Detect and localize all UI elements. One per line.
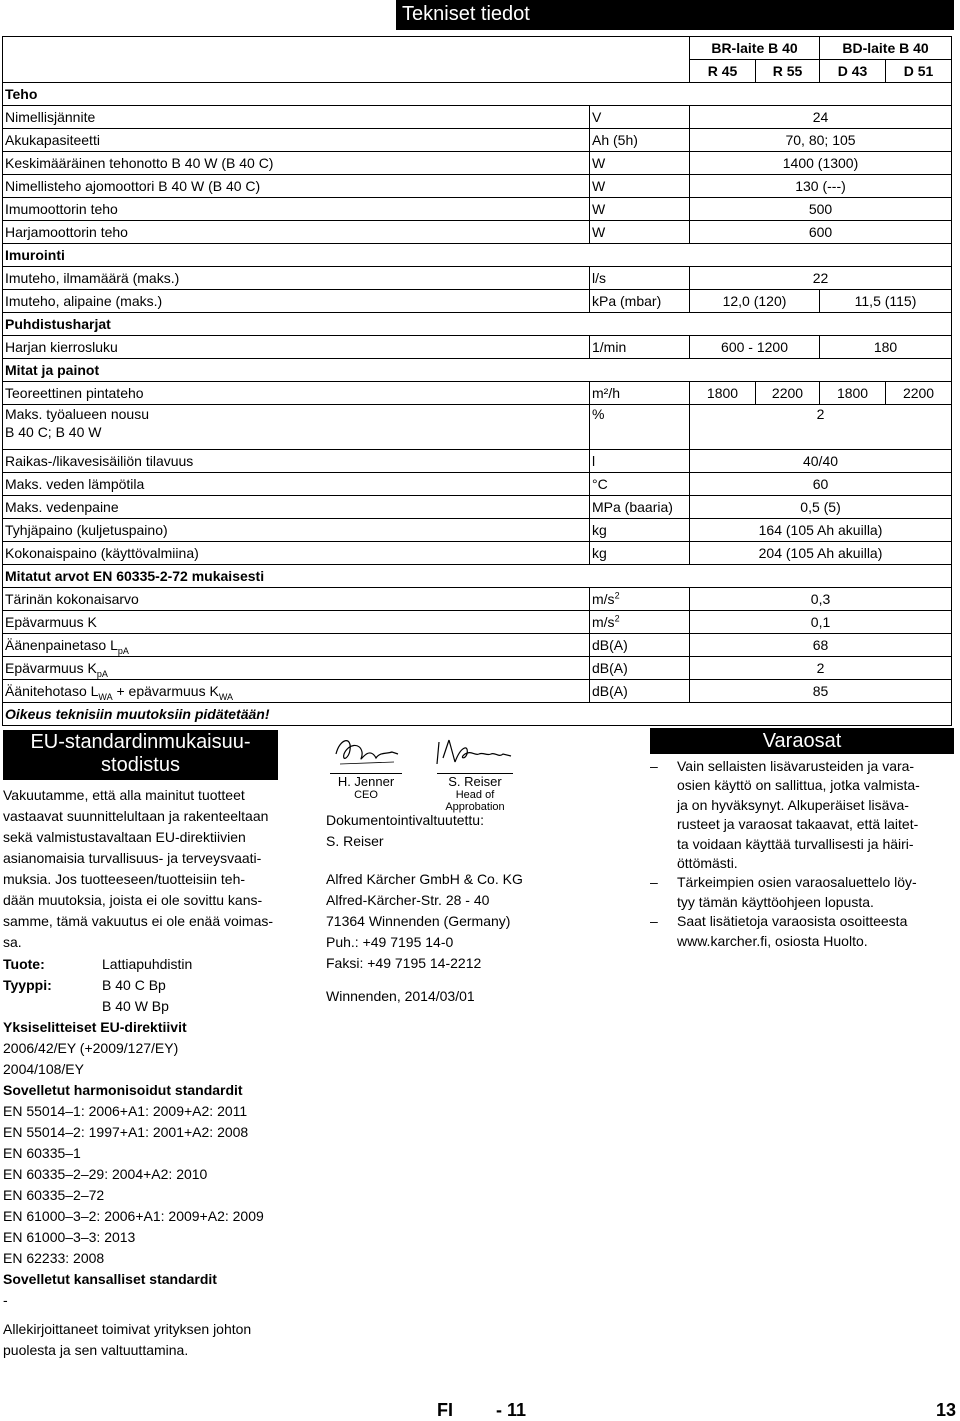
- row-unit: l: [590, 450, 690, 473]
- row-value: 40/40: [690, 450, 952, 473]
- row-value: 130 (---): [690, 175, 952, 198]
- row-value-bd: 180: [820, 336, 952, 359]
- place-date: Winnenden, 2014/03/01: [326, 988, 475, 1004]
- row-value: 24: [690, 106, 952, 129]
- eu-product: Tuote: Lattiapuhdistin: [3, 956, 193, 972]
- signature-reiser: S. Reiser Head of Approbation: [425, 732, 525, 813]
- header-model: D 51: [886, 60, 952, 83]
- standard-item: EN 62233: 2008: [3, 1250, 105, 1266]
- list-item: – Saat lisätietoja varaosista osoitteesta www.karcher.fi, osiosta Huolto.: [650, 912, 954, 951]
- table-row: [3, 244, 952, 267]
- row-unit: dB(A): [590, 657, 690, 680]
- row-label: Teoreettinen pintateho: [3, 382, 590, 405]
- header-spacer: [3, 37, 690, 83]
- table-row: [3, 175, 952, 198]
- table-row: [3, 336, 952, 359]
- header-model: R 55: [756, 60, 820, 83]
- row-unit: 1/min: [590, 336, 690, 359]
- list-item: – Tärkeimpien osien varaosaluettelo löy- tyy tämän käyttöohjeen lopusta.: [650, 873, 954, 912]
- table-row: [3, 313, 952, 336]
- table-row: [3, 198, 952, 221]
- eu-type: Tyyppi: B 40 C Bp: [3, 977, 166, 993]
- row-label: Imumoottorin teho: [3, 198, 590, 221]
- row-unit: kg: [590, 542, 690, 565]
- row-value: 500: [690, 198, 952, 221]
- directive-item: 2004/108/EY: [3, 1061, 84, 1077]
- table-row: [3, 588, 952, 611]
- address-line: Alfred-Kärcher-Str. 28 - 40: [326, 892, 490, 908]
- standard-item: EN 61000–3–2: 2006+A1: 2009+A2: 2009: [3, 1208, 264, 1224]
- header-br: BR-laite B 40: [690, 37, 820, 60]
- table-row: [3, 152, 952, 175]
- table-row: [3, 657, 952, 680]
- doc-name: S. Reiser: [326, 833, 384, 849]
- documentation-section: [326, 810, 636, 852]
- footer-lang: FI: [437, 1400, 453, 1420]
- table-row: [3, 634, 952, 657]
- row-value: 164 (105 Ah akuilla): [690, 519, 952, 542]
- table-row: [3, 565, 952, 588]
- eu-intro: [3, 785, 303, 953]
- table-row: [3, 519, 952, 542]
- eu-national-heading: Sovelletut kansalliset standardit: [3, 1271, 217, 1287]
- eu-national: -: [3, 1292, 8, 1308]
- row-value: 70, 80; 105: [690, 129, 952, 152]
- table-row: [3, 542, 952, 565]
- spare-parts-heading: Varaosat: [650, 728, 954, 754]
- row-label: Keskimääräinen tehonotto B 40 W (B 40 C): [3, 152, 590, 175]
- row-value: 85: [690, 680, 952, 703]
- table-row: [3, 473, 952, 496]
- row-unit: kg: [590, 519, 690, 542]
- eu-declaration: EU-standardinmukaisuu- stodistus Vakuutamme, että alla mainitut tuotteet vastaavat suunnittelultaan ja rakenteeltaan sekä valmistustavaltaan EU-direktiivien asianomaisia turvallisuus- ja terveysvaati- muksia. Jos tuotteeseen/tuotteisiin teh- dään muutoksia, joista ei ole sovittu kans- samme, tämä vakuutus ei ole enää voimas- sa. Tuote: Lattiapuhdistin Tyyppi: B 40 C Bp B 40 W Bp Yksiselitteiset EU-direktiivit 2006/42/EY (+2009/127/EY) 2004/108/EY Sovelletut harmonisoidut standardit EN 55014–1: 2006+A1: 2009+A2: 2011 EN 55014–2: 1997+A1: 2001+A2: 2008 EN 60335–1 EN 60335–2–29: 2004+A2: 2010 EN 60335–2–72 EN 61000–3–2: 2006+A1: 2009+A2: 2009 EN 61000–3–3: 2013 EN 62233: 2008 Sovelletut kansalliset standardit -: [3, 730, 303, 1311]
- row-value: 1800: [820, 382, 886, 405]
- row-value: 2: [690, 657, 952, 680]
- row-label: Maks. työalueen nousu B 40 C; B 40 W: [3, 405, 590, 450]
- intro-line: Vakuutamme, että alla mainitut tuotteet: [3, 787, 245, 803]
- table-row: [3, 290, 952, 313]
- eu-directives-heading: Yksiselitteiset EU-direktiivit: [3, 1019, 187, 1035]
- intro-line: asianomaisia turvallisuus- ja terveysvaati-: [3, 850, 262, 866]
- table-row: [3, 496, 952, 519]
- section-header: Imurointi: [3, 244, 952, 267]
- eu-harmonised: [3, 1101, 303, 1269]
- row-label: Nimellisjännite: [3, 106, 590, 129]
- row-label: Äänitehotaso $L_{WA}$ + epävarmuus $K_{WA}$: [3, 680, 590, 703]
- footer-page: - 11: [496, 1400, 527, 1420]
- address-line: Faksi: +49 7195 14-2212: [326, 955, 482, 971]
- row-unit: W: [590, 152, 690, 175]
- table-row: [3, 129, 952, 152]
- row-unit: kPa (mbar): [590, 290, 690, 313]
- company-address: [326, 869, 636, 974]
- row-label: Tärinän kokonaisarvo: [3, 588, 590, 611]
- title-banner: [396, 0, 954, 30]
- row-label: Kokonaispaino (käyttövalmiina): [3, 542, 590, 565]
- row-label: Harjamoottorin teho: [3, 221, 590, 244]
- row-unit: Ah (5h): [590, 129, 690, 152]
- closing-line: puolesta ja sen valtuuttamina.: [3, 1342, 189, 1358]
- standard-item: EN 60335–2–72: [3, 1187, 105, 1203]
- intro-line: samme, tämä vakuutus ei ole enää voimas-: [3, 913, 274, 929]
- table-row: [3, 703, 952, 726]
- table-row: [3, 267, 952, 290]
- section-header: Puhdistusharjat: [3, 313, 952, 336]
- table-row: [3, 680, 952, 703]
- signature-reiser-image: [425, 732, 525, 770]
- row-value: 60: [690, 473, 952, 496]
- row-value-bd: 11,5 (115): [820, 290, 952, 313]
- row-unit: MPa (baaria): [590, 496, 690, 519]
- table-row: [3, 450, 952, 473]
- signature-jenner: H. Jenner CEO: [330, 732, 402, 801]
- row-label: Maks. vedenpaine: [3, 496, 590, 519]
- page-title: Tekniset tiedot: [402, 3, 530, 25]
- table-row: [3, 611, 952, 634]
- signature-jenner-image: [330, 732, 402, 770]
- row-value: 1800: [690, 382, 756, 405]
- table-row: [3, 221, 952, 244]
- row-unit: $m/s^2$: [590, 588, 690, 611]
- intro-line: muksia. Jos tuotteeseen/tuotteisiin teh-: [3, 871, 246, 887]
- row-label: Akukapasiteetti: [3, 129, 590, 152]
- eu-closing: [3, 1319, 303, 1361]
- row-label: Nimellisteho ajomoottori B 40 W (B 40 C): [3, 175, 590, 198]
- list-item: – Vain sellaisten lisävarusteiden ja vara- osien käyttö on sallittua, jotka valmista- ja on hyväksynyt. Alkuperäiset lisäva- rusteet ja varaosat takaavat, että laitet- ta voidaan käyttää turvallisesti ja häiri- öttömästi.: [650, 757, 954, 873]
- header-bd: BD-laite B 40: [820, 37, 952, 60]
- eu-harmonised-heading: Sovelletut harmonisoidut standardit: [3, 1082, 243, 1098]
- eu-heading: EU-standardinmukaisuu- stodistus: [3, 730, 278, 780]
- doc-label: Dokumentointivaltuutettu:: [326, 812, 484, 828]
- header-model: D 43: [820, 60, 886, 83]
- table-row: [3, 83, 952, 106]
- row-unit: V: [590, 106, 690, 129]
- intro-line: sekä valmistustavaltaan EU-direktiivien: [3, 829, 246, 845]
- eu-directives: [3, 1038, 303, 1080]
- table-header-row: [3, 37, 952, 60]
- row-unit: °C: [590, 473, 690, 496]
- table-row: [3, 405, 952, 450]
- row-unit: dB(A): [590, 634, 690, 657]
- row-label: Tyhjäpaino (kuljetuspaino): [3, 519, 590, 542]
- row-value: 2200: [886, 382, 952, 405]
- row-label: Maks. veden lämpötila: [3, 473, 590, 496]
- row-value-br: 600 - 1200: [690, 336, 820, 359]
- footer-page-number: 13: [936, 1400, 957, 1420]
- closing-line: Allekirjoittaneet toimivat yrityksen johton: [3, 1321, 252, 1337]
- row-value: 2: [690, 405, 952, 450]
- address-line: Alfred Kärcher GmbH & Co. KG: [326, 871, 523, 887]
- row-unit: W: [590, 198, 690, 221]
- row-label: Raikas-/likavesisäiliön tilavuus: [3, 450, 590, 473]
- standard-item: EN 55014–2: 1997+A1: 2001+A2: 2008: [3, 1124, 249, 1140]
- row-value: 1400 (1300): [690, 152, 952, 175]
- table-row: [3, 382, 952, 405]
- note: Oikeus teknisiin muutoksiin pidätetään!: [3, 703, 952, 726]
- intro-line: vastaavat suunnittelultaan ja rakenteeltaan: [3, 808, 269, 824]
- row-unit: l/s: [590, 267, 690, 290]
- row-label: Harjan kierrosluku: [3, 336, 590, 359]
- row-label: Imuteho, alipaine (maks.): [3, 290, 590, 313]
- row-value: 22: [690, 267, 952, 290]
- row-value: 0,3: [690, 588, 952, 611]
- address-line: 71364 Winnenden (Germany): [326, 913, 511, 929]
- row-value-br: 12,0 (120): [690, 290, 820, 313]
- standard-item: EN 60335–2–29: 2004+A2: 2010: [3, 1166, 208, 1182]
- intro-line: sa.: [3, 934, 22, 950]
- standard-item: EN 60335–1: [3, 1145, 81, 1161]
- row-value: 68: [690, 634, 952, 657]
- row-unit: W: [590, 221, 690, 244]
- table-row: [3, 359, 952, 382]
- row-unit: $m/s^2$: [590, 611, 690, 634]
- row-unit: dB(A): [590, 680, 690, 703]
- standard-item: EN 55014–1: 2006+A1: 2009+A2: 2011: [3, 1103, 248, 1119]
- row-label: Äänenpainetaso $L_{pA}$: [3, 634, 590, 657]
- row-value: 2200: [756, 382, 820, 405]
- row-value: 600: [690, 221, 952, 244]
- row-label: Imuteho, ilmamäärä (maks.): [3, 267, 590, 290]
- row-label: Epävarmuus K: [3, 611, 590, 634]
- row-unit: %: [590, 405, 690, 450]
- address-line: Puh.: +49 7195 14-0: [326, 934, 454, 950]
- intro-line: dään muutoksia, joista ei ole sovittu kans-: [3, 892, 263, 908]
- spare-parts-section: [650, 728, 954, 951]
- row-unit: m²/h: [590, 382, 690, 405]
- standard-item: EN 61000–3–3: 2013: [3, 1229, 136, 1245]
- directive-item: 2006/42/EY (+2009/127/EY): [3, 1040, 179, 1056]
- spare-parts-list: [650, 757, 954, 951]
- header-model: R 45: [690, 60, 756, 83]
- row-value: 0,1: [690, 611, 952, 634]
- section-header: Mitatut arvot EN 60335-2-72 mukaisesti: [3, 565, 952, 588]
- row-value: 204 (105 Ah akuilla): [690, 542, 952, 565]
- section-header: Teho: [3, 83, 952, 106]
- row-label: Epävarmuus $K_{pA}$: [3, 657, 590, 680]
- section-header: Mitat ja painot: [3, 359, 952, 382]
- row-value: 0,5 (5): [690, 496, 952, 519]
- spec-table: [2, 36, 952, 726]
- row-unit: W: [590, 175, 690, 198]
- table-row: [3, 106, 952, 129]
